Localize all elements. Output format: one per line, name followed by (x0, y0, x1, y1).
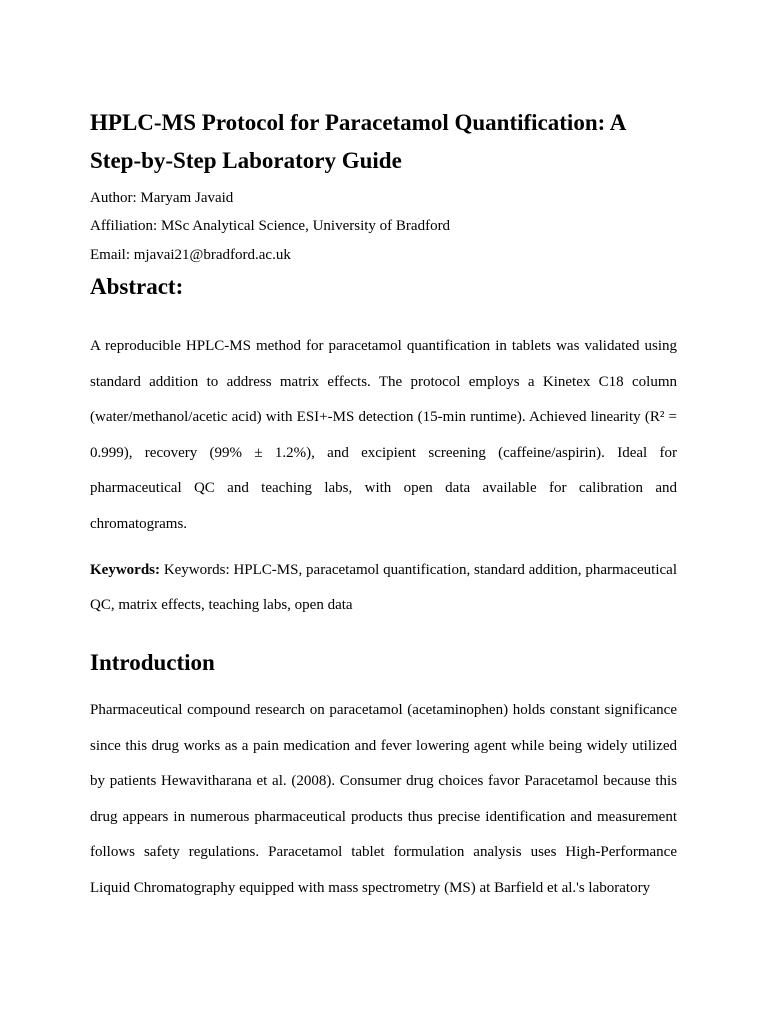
keywords-text: Keywords: HPLC-MS, paracetamol quantification, standard addition, pharmaceutical QC, matrix effects, teaching labs, open data (90, 562, 677, 613)
introduction-body: Pharmaceutical compound research on paracetamol (acetaminophen) holds constant significance since this drug works as a pain medication and fever lowering agent while being widely utilized by patients Hewavitharana et al. (2008). Consumer drug choices favor Paracetamol because this drug appears in numerous pharmaceutical products thus precise identification and measurement follows safety regulations. Paracetamol tablet formulation analysis uses High-Performance Liquid Chromatography equipped with mass spectrometry (MS) at Barfield et al.'s laboratory (90, 702, 677, 896)
document-title: HPLC-MS Protocol for Paracetamol Quantification: A Step-by-Step Laboratory Guide (90, 110, 626, 173)
introduction-heading: Introduction (90, 650, 215, 675)
author-line: Author: Maryam Javaid (90, 190, 234, 206)
abstract-heading: Abstract: (90, 274, 184, 299)
keywords-label: Keywords: (90, 562, 160, 578)
affiliation-line: Affiliation: MSc Analytical Science, University of Bradford (90, 218, 451, 234)
abstract-body: A reproducible HPLC-MS method for paracetamol quantification in tablets was validated using standard addition to address matrix effects. The protocol employs a Kinetex C18 column (water/methanol/acetic acid) with ESI+-MS detection (15-min runtime). Achieved linearity (R² = 0.999), recovery (99% ± 1.2%), and excipient screening (caffeine/aspirin). Ideal for pharmaceutical QC and teaching labs, with open data available for calibration and chromatograms. (90, 338, 677, 532)
email-line: Email: mjavai21@bradford.ac.uk (90, 247, 291, 263)
keywords-paragraph (90, 553, 677, 623)
